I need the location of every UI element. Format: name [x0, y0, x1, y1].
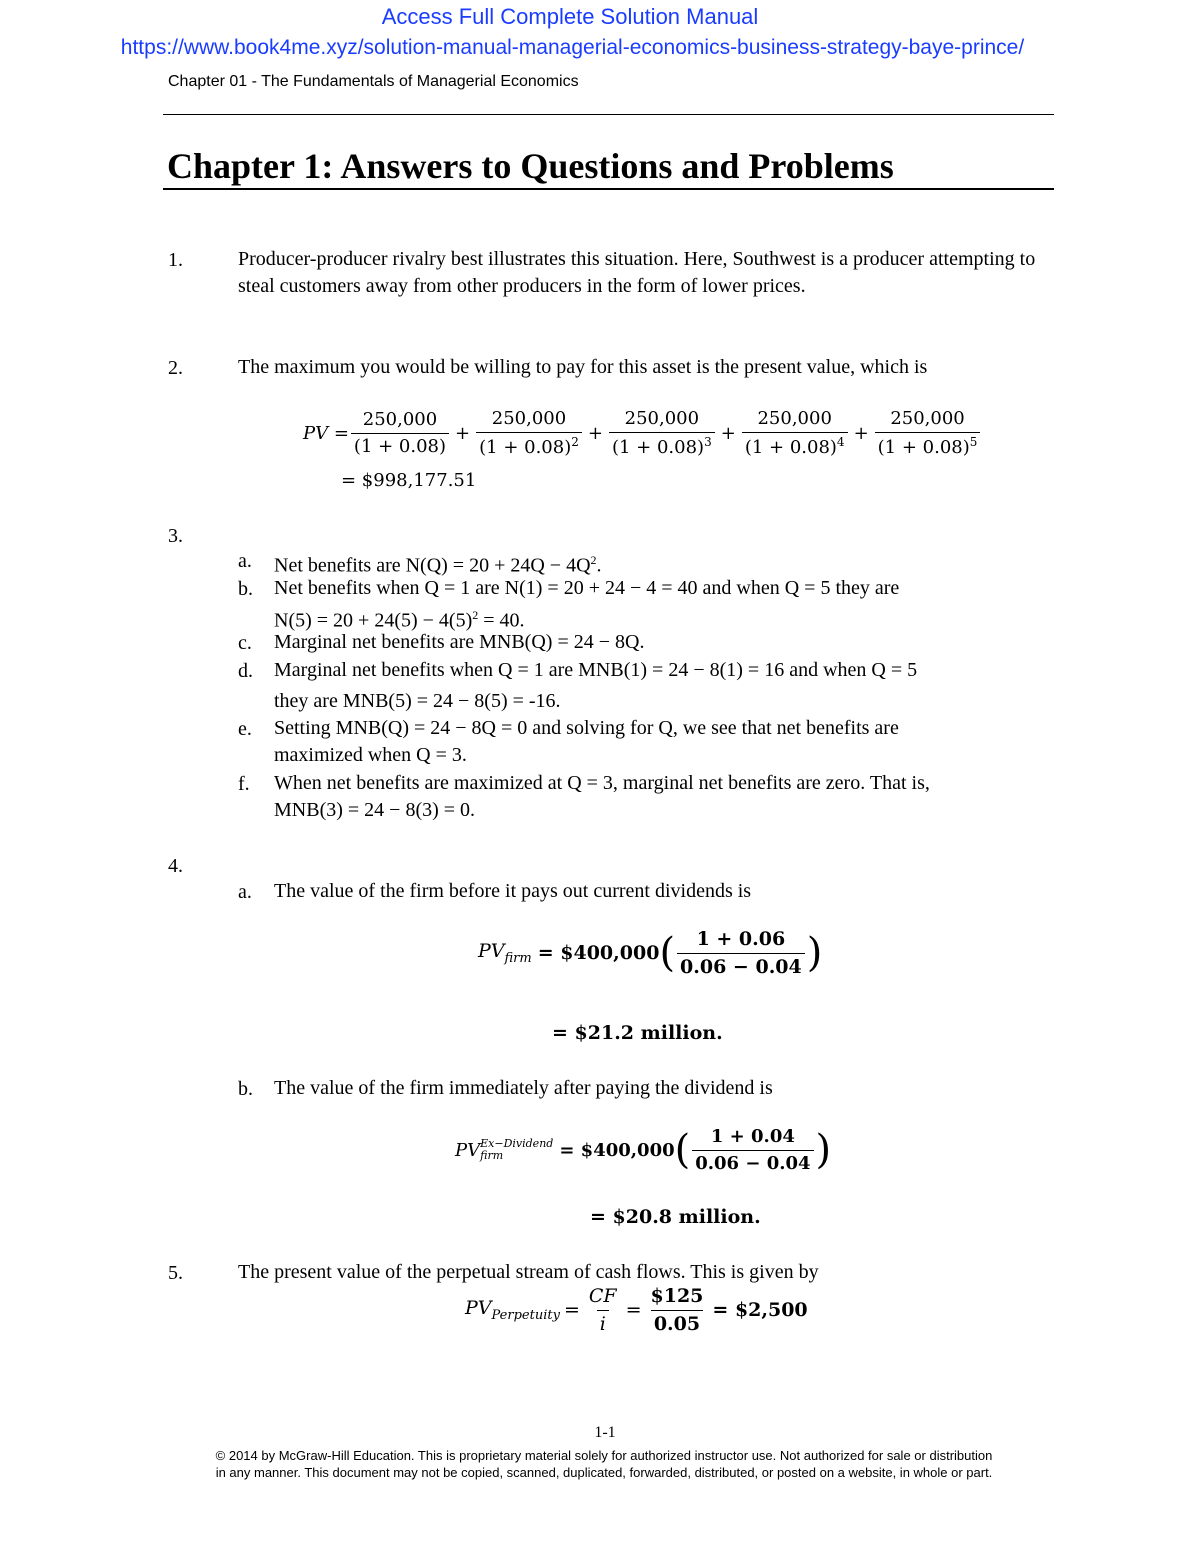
q4-a-label: a.	[238, 881, 252, 903]
pv-term-3-numerator: 250,000	[624, 408, 700, 429]
den-base: (1 + 0.08)	[744, 437, 837, 458]
pv-base: PV	[465, 1297, 492, 1320]
left-paren: (	[659, 930, 676, 976]
pv-ex-dividend-symbol	[455, 1138, 553, 1162]
q3-a-period: .	[596, 554, 602, 577]
q4-a-amount: = $400,000	[537, 942, 660, 964]
q3-e-label: e.	[238, 718, 252, 740]
q4-a-text: The value of the firm before it pays out current dividends is	[274, 880, 752, 902]
q3-a-label: a.	[238, 550, 252, 572]
q4-b-label: b.	[238, 1078, 253, 1100]
promo-title: Access Full Complete Solution Manual	[381, 4, 759, 29]
pv-subscript: Perpetuity	[491, 1307, 560, 1323]
pv-subscript: firm	[480, 1149, 504, 1162]
pv-superscript: Ex−Dividend	[480, 1137, 554, 1150]
right-paren: )	[815, 1127, 832, 1173]
pv-term-4-numerator: 250,000	[757, 408, 832, 429]
q5-f2-denominator: 0.05	[651, 1310, 703, 1335]
pv-perpetuity-symbol	[465, 1297, 560, 1323]
q5-fraction-1	[586, 1285, 620, 1335]
exponent: 4	[836, 435, 845, 449]
question-2-answer: The maximum you would be willing to pay for this asset is the present value, which is	[238, 356, 928, 378]
pv-base: PV	[478, 940, 505, 963]
q3-a-body: Net benefits are N(Q) = 20 + 24Q − 4Q	[274, 554, 591, 577]
q4-a-denominator: 0.06 − 0.04	[677, 953, 805, 978]
q3-f-text-line1: When net benefits are maximized at Q = 3, marginal net benefits are zero. That is,	[274, 772, 930, 794]
q5-f1-denominator: i	[597, 1310, 609, 1335]
q4-b-denominator: 0.06 − 0.04	[692, 1150, 813, 1174]
pv-term-5	[875, 408, 981, 458]
q3-b-text-line1: Net benefits when Q = 1 are N(1) = 20 + 24 − 4 = 40 and when Q = 5 they are	[274, 577, 900, 599]
question-5-answer: The present value of the perpetual stream of cash flows. This is given by	[238, 1261, 819, 1283]
q3-b-exponent: 2	[472, 608, 479, 622]
q4-b-fraction	[692, 1126, 813, 1174]
pv-term-2-denominator	[476, 432, 582, 458]
q5-f2-numerator: $125	[650, 1285, 704, 1307]
q3-b-end: = 40.	[478, 609, 525, 632]
pv-lhs: PV =	[303, 422, 349, 444]
pv-term-5-denominator	[875, 432, 981, 458]
q3-f-text-line2: MNB(3) = 24 − 8(3) = 0.	[274, 799, 476, 821]
q5-equation: $PV_{Perpetuity}$ = $\frac{CF}{i}$ = $\frac{\$125}{0.05}$ = $2,500	[465, 1285, 808, 1335]
q3-f-label: f.	[238, 773, 250, 795]
plus-sign: +	[455, 422, 471, 444]
chapter-title: Chapter 1: Answers to Questions and Problems	[167, 146, 894, 186]
q3-c-label: c.	[238, 632, 252, 654]
q3-b-label: b.	[238, 578, 253, 600]
q3-d-text-line1: Marginal net benefits when Q = 1 are MNB(1) = 24 − 8(1) = 16 and when Q = 5	[274, 659, 918, 681]
q3-d-label: d.	[238, 660, 253, 682]
right-paren: )	[806, 930, 823, 976]
exponent: 5	[969, 435, 978, 449]
pv-subscript: firm	[504, 950, 532, 966]
q5-f1-numerator: CF	[588, 1285, 617, 1307]
question-1-answer: Producer-producer rivalry best illustrates this situation. Here, Southwest is a producer attempting to steal customers away from other producers in the form of lower prices.	[238, 248, 1036, 297]
pv-term-3-denominator	[609, 432, 715, 458]
q5-fraction-2	[648, 1285, 707, 1335]
copyright-line-2: in any manner. This document may not be copied, scanned, duplicated, forwarded, distributed, or posted on a website, in whole or part.	[215, 1465, 993, 1480]
q3-d-text-line2: they are MNB(5) = 24 − 8(5) = -16.	[274, 690, 561, 712]
pv-result: = $998,177.51	[341, 470, 477, 491]
den-base: (1 + 0.08)	[877, 437, 970, 458]
question-2-number: 2.	[168, 357, 183, 379]
den-base: (1 + 0.08)	[611, 437, 705, 458]
pv-term-4-denominator	[742, 432, 848, 458]
q4-b-numerator: 1 + 0.04	[710, 1126, 795, 1147]
promo-url-link[interactable]: https://www.book4me.xyz/solution-manual-managerial-economics-business-strategy-baye-prince/	[120, 36, 1025, 59]
page-number: 1-1	[594, 1424, 616, 1441]
pv-scripts	[480, 1138, 553, 1162]
q3-b-body: N(5) = 20 + 24(5) − 4(5)	[274, 609, 473, 632]
question-5-number: 5.	[168, 1262, 183, 1284]
pv-term-3	[609, 408, 715, 458]
q4-a-fraction	[677, 928, 805, 978]
exponent: 3	[704, 435, 712, 449]
q3-e-text-line2: maximized when Q = 3.	[274, 744, 467, 766]
pv-term-4	[742, 408, 848, 458]
title-rule	[163, 188, 1054, 190]
q4-b-result: = $20.8 million.	[590, 1206, 761, 1228]
pv-firm-symbol	[478, 940, 532, 966]
question-1-number: 1.	[168, 249, 183, 271]
pv-term-1-denominator: (1 + 0.08)	[351, 433, 449, 457]
left-paren: (	[674, 1127, 691, 1173]
q4-a-result: = $21.2 million.	[552, 1022, 723, 1044]
q5-result: = $2,500	[712, 1299, 808, 1321]
running-head: Chapter 01 - The Fundamentals of Managerial Economics	[168, 73, 579, 90]
pv-equation	[303, 408, 982, 458]
q3-c-text: Marginal net benefits are MNB(Q) = 24 − 8Q.	[274, 631, 645, 653]
pv-term-2	[476, 408, 582, 458]
exponent: 2	[571, 435, 579, 449]
q4-a-numerator: 1 + 0.06	[696, 928, 786, 950]
plus-sign: +	[587, 422, 603, 444]
plus-sign: +	[720, 422, 736, 444]
pv-term-1-numerator: 250,000	[362, 409, 438, 430]
question-4-number: 4.	[168, 855, 183, 877]
pv-term-1	[351, 409, 449, 457]
question-3-number: 3.	[168, 525, 183, 547]
q4-b-amount: = $400,000	[559, 1139, 675, 1161]
q4-a-equation	[478, 928, 822, 978]
copyright-line-1: © 2014 by McGraw-Hill Education. This is proprietary material solely for authorized instructor use. Not authorized for sale or distribution	[215, 1448, 993, 1463]
q3-a-exponent: 2	[590, 553, 597, 567]
q3-e-text-line1: Setting MNB(Q) = 24 − 8Q = 0 and solving for Q, we see that net benefits are	[274, 717, 899, 739]
plus-sign: +	[853, 422, 869, 444]
q4-b-equation	[455, 1126, 831, 1174]
q4-b-text: The value of the firm immediately after paying the dividend is	[274, 1077, 773, 1099]
header-rule	[163, 114, 1054, 115]
pv-term-5-numerator: 250,000	[890, 408, 965, 429]
pv-term-2-numerator: 250,000	[491, 408, 567, 429]
den-base: (1 + 0.08)	[479, 437, 572, 458]
pv-base: PV	[455, 1139, 481, 1161]
